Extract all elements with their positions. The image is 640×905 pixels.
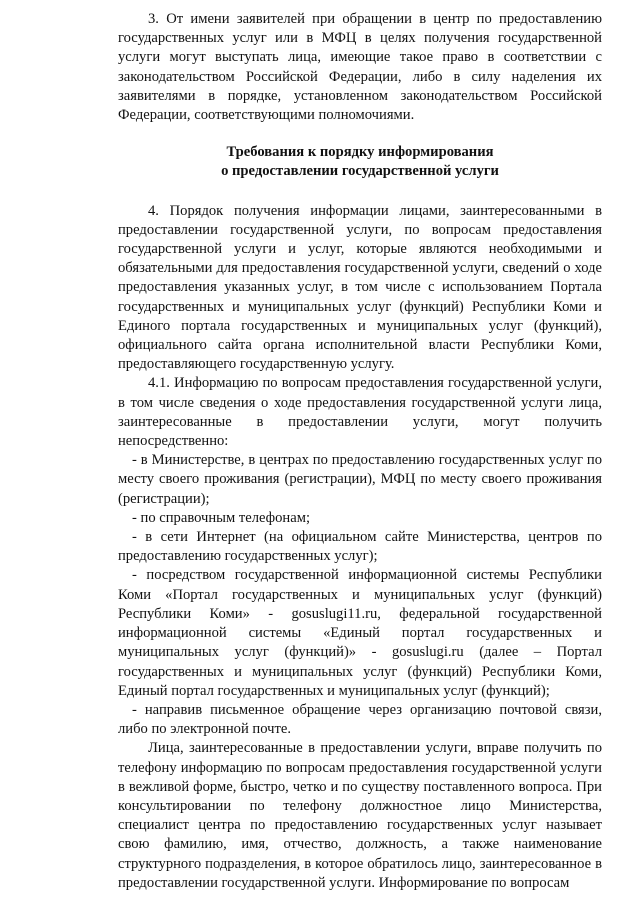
list-item-ministry: - в Министерстве, в центрах по предоставлению государственных услуг по месту своего проживания (регистрации), МФЦ по месту своего проживания (регистрации);: [118, 452, 602, 507]
section-heading: [118, 143, 602, 181]
list-item-mail: - направив письменное обращение через организацию почтовой связи, либо по электронной почте.: [118, 701, 602, 738]
section-heading-line-1: Требования к порядку информирования: [226, 144, 494, 161]
list-item-phones: - по справочным телефонам;: [132, 509, 310, 526]
section-heading-line-2: о предоставлении государственной услуги: [221, 163, 499, 180]
list-item-portal: - посредством государственной информационной системы Республики Коми «Портал государственных и муниципальных услуг (функций) Республики Коми» - gosuslugi11.ru, федеральной государственной информационной системы «Единый портал государственных и муниципальных услуг (функций)» - gosuslugi.ru (далее – Портал государственных и муниципальных услуг (функций) Республики Коми, Единый портал государственных и муниципальных услуг (функций);: [118, 567, 602, 699]
paragraph-3: 3. От имени заявителей при обращении в центр по предоставлению государственных услуг или в МФЦ в целях получения государственной услуги могут выступать лица, имеющие такое право в соответствии с законодательством Российской Федерации, либо в силу наделения их заявителями в порядке, установленном законодательством Российской Федерации, соответствующими полномочиями.: [118, 11, 602, 124]
paragraph-phone-consulting: Лица, заинтересованные в предоставлении услуги, вправе получить по телефону информацию по вопросам предоставления государственной услуги в вежливой форме, быстро, четко и по существу поставленного вопроса. При консультировании по телефону должностное лицо Министерства, специалист центра по предоставлению государственных услуг называет свою фамилию, имя, отчество, должность, а также наименование структурного подразделения, в которое обратилось лицо, заинтересованное в предоставлении государственной услуги. Информирование по вопросам: [118, 740, 602, 891]
paragraph-4: 4. Порядок получения информации лицами, заинтересованными в предоставлении государственной услуги, по вопросам предоставления государственной услуги и услуг, которые являются необходимыми и обязательными для предоставления государственной услуги, сведений о ходе предоставления указанных услуг, в том числе с использованием Портала государственных и муниципальных услуг (функций) Республики Коми и Единого портала государственных и муниципальных услуг (функций), официального сайта органа исполнительной власти Республики Коми, предоставляющего государственную услугу.: [118, 202, 602, 373]
paragraph-4-1: 4.1. Информацию по вопросам предоставления государственной услуги, в том числе сведения о ходе предоставления государственной услуги лица, заинтересованные в предоставлении услуги, могут получить непосредственно:: [118, 375, 602, 450]
list-item-internet: - в сети Интернет (на официальном сайте Министерства, центров по предоставлению государственных услуг);: [118, 529, 602, 565]
